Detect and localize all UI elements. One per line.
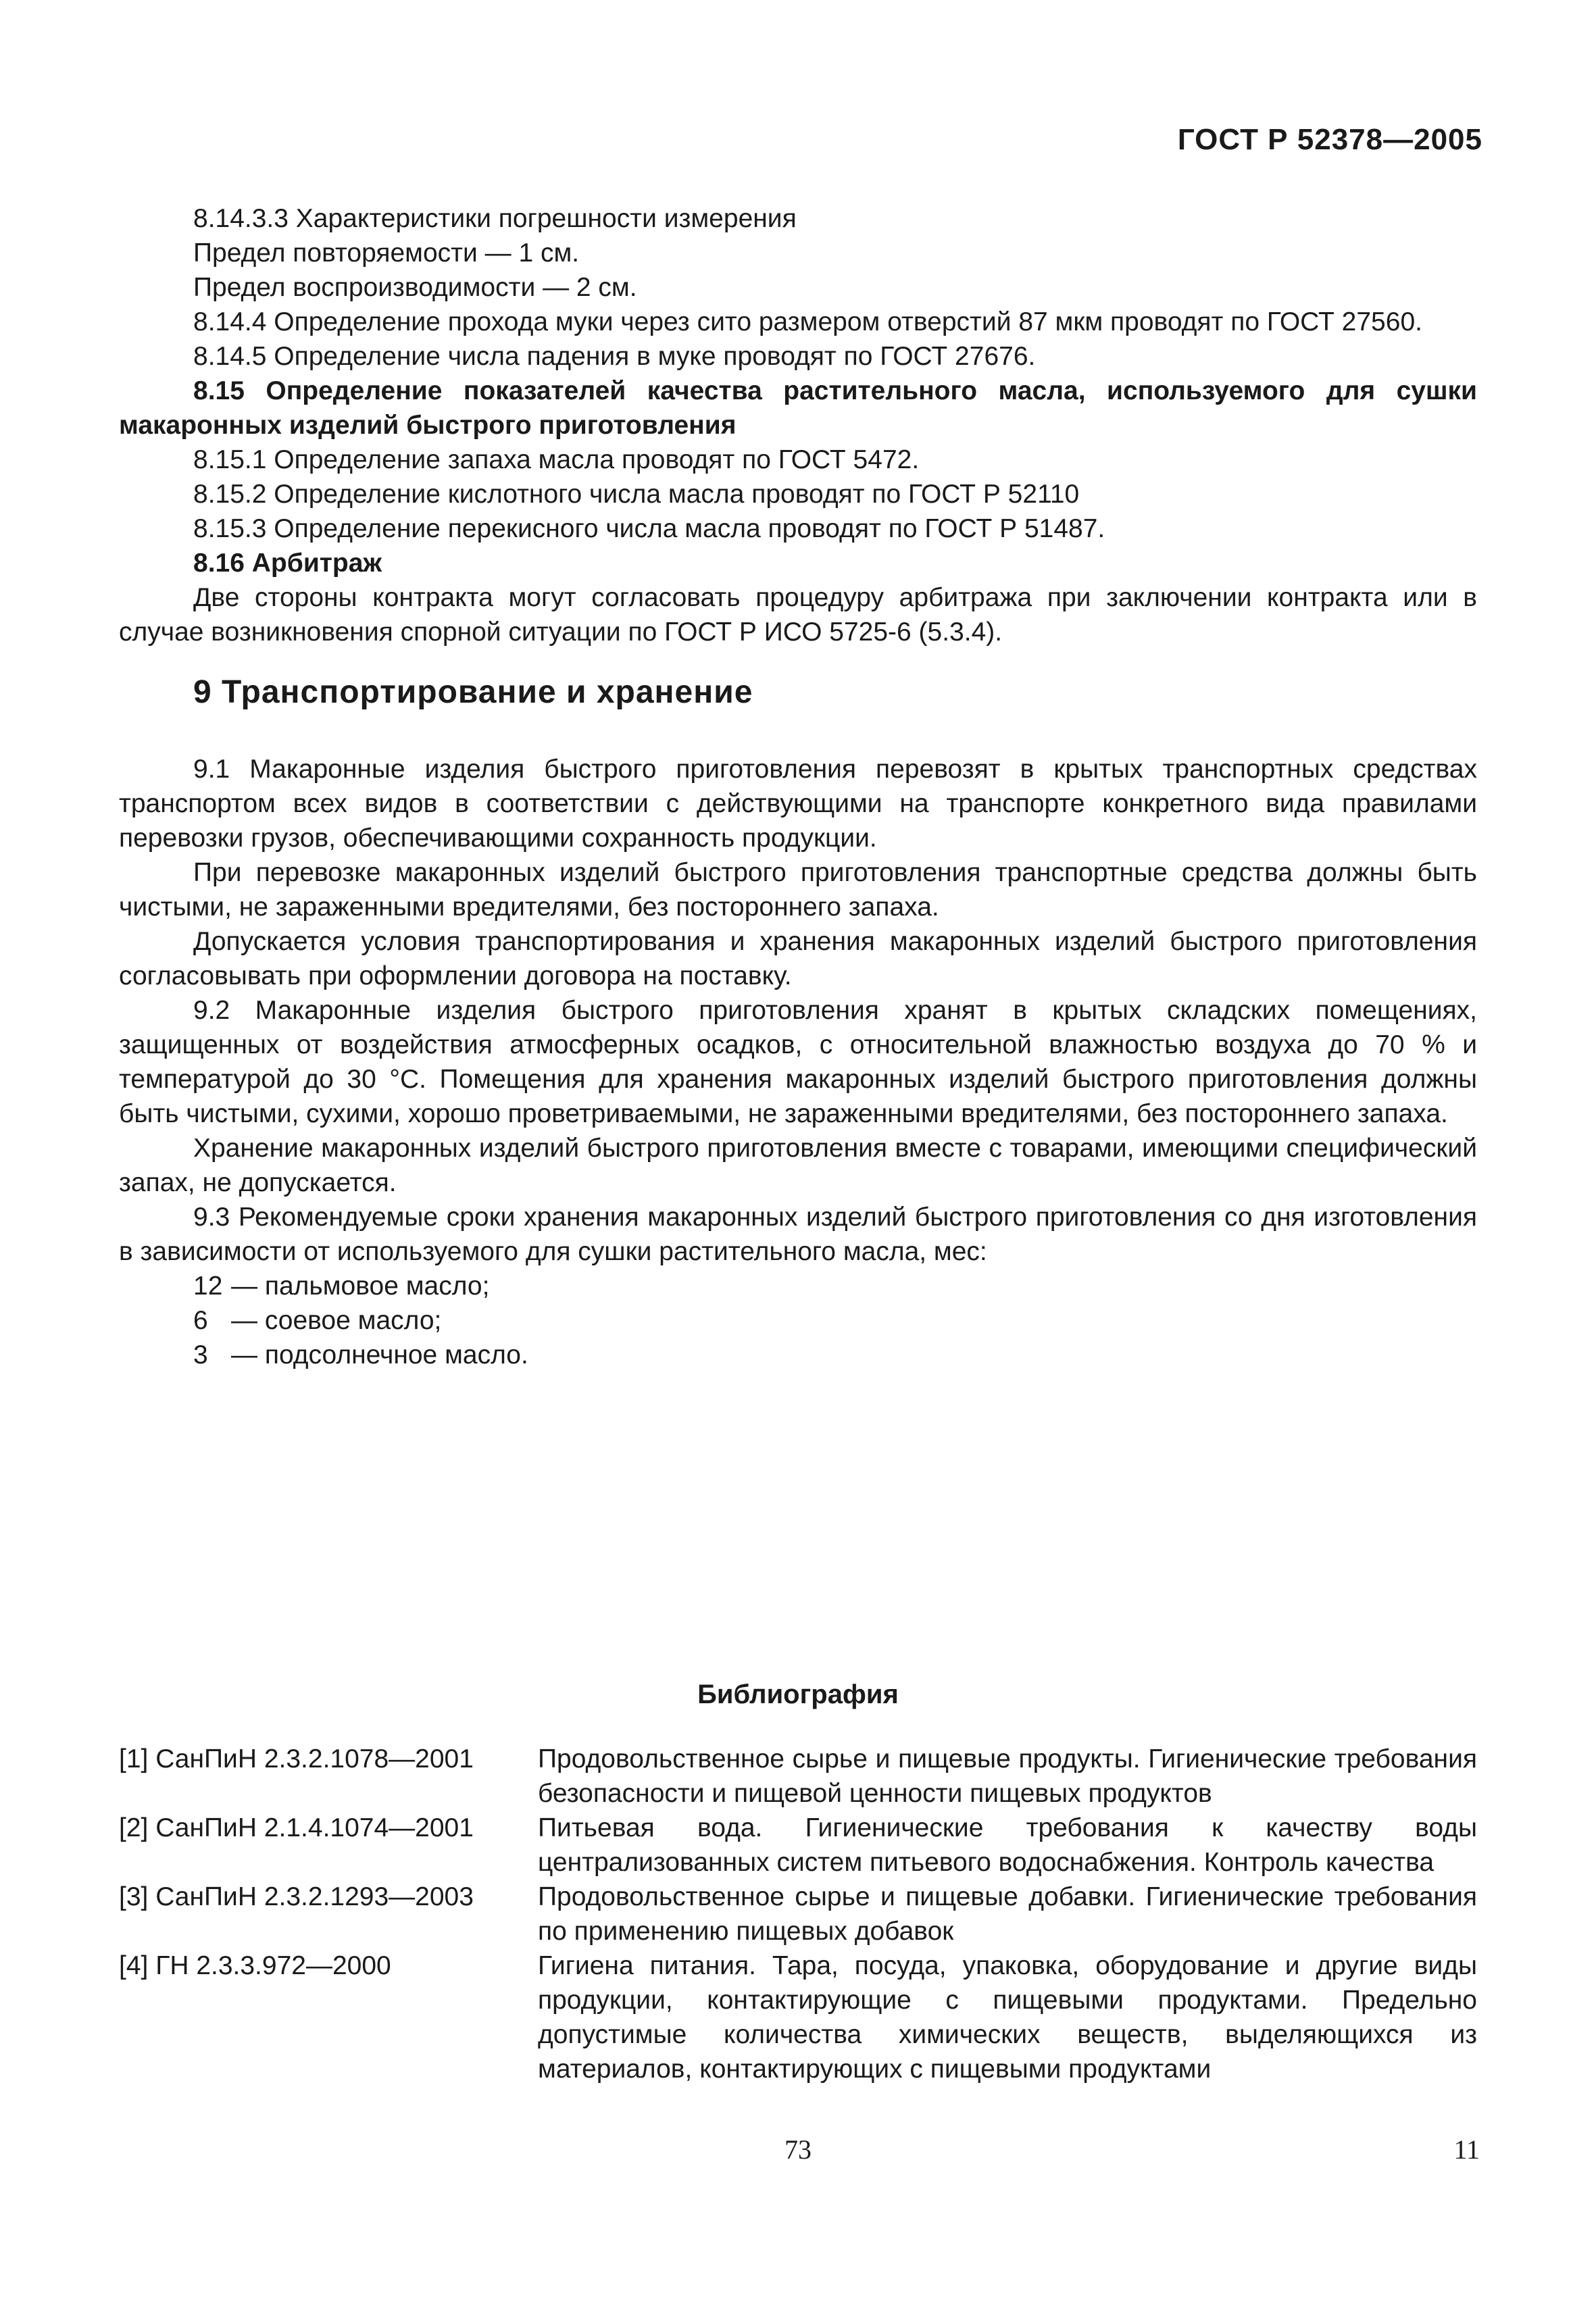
bibliography-entry [119, 1948, 1477, 2086]
section-9-title: 9 Транспортирование и хранение [193, 674, 753, 710]
bibliography-ref: [1] СанПиН 2.3.2.1078—2001 [119, 1744, 474, 1774]
bibliography-entry [119, 1880, 1477, 1948]
list-item [193, 1269, 1477, 1303]
bibliography-text: Питьевая вода. Гигиенические требования к качеству воды централизованных систем питьевого водоснабжения. Контроль качества [538, 1813, 1477, 1877]
bibliography-text: Продовольственное сырье и пищевые продукты. Гигиенические требования безопасности и пищевой ценности пищевых продуктов [538, 1744, 1477, 1808]
page-content [119, 201, 1477, 2086]
heading-8-16: 8.16 Арбитраж [193, 549, 382, 578]
paragraph-8-15-2: 8.15.2 Определение кислотного числа масла проводят по ГОСТ Р 52110 [193, 480, 1080, 509]
bibliography-text: Гигиена питания. Тара, посуда, упаковка, оборудование и другие виды продукции, контактирующие с пищевыми продуктами. Предельно допустимые количества химических веществ, выделяющихся из материалов, контактирующих с пищевыми продуктами [538, 1951, 1477, 2084]
paragraph-8-14-4: 8.14.4 Определение прохода муки через сито размером отверстий 87 мкм проводят по ГОСТ 27560. [193, 307, 1422, 336]
page-number-center: 73 [784, 2134, 812, 2165]
paragraph-transport-clean: При перевозке макаронных изделий быстрого приготовления транспортные средства должны быть чистыми, не зараженными вредителями, без постороннего запаха. [119, 858, 1477, 922]
paragraph-repeatability: Предел повторяемости — 1 см. [193, 238, 580, 268]
paragraph-8-15-3: 8.15.3 Определение перекисного числа масла проводят по ГОСТ Р 51487. [193, 514, 1105, 543]
paragraph-storage-restriction: Хранение макаронных изделий быстрого приготовления вместе с товарами, имеющими специфический запах, не допускается. [119, 1134, 1477, 1197]
paragraph-9-1: 9.1 Макаронные изделия быстрого приготовления перевозят в крытых транспортных средствах транспортом всех видов в соответствии с действующими на транспорте конкретного вида правилами перевозки грузов, обеспечивающими сохранность продукции. [119, 755, 1477, 853]
paragraph-8-15-1: 8.15.1 Определение запаха масла проводят по ГОСТ 5472. [193, 445, 920, 474]
list-item [193, 1338, 1477, 1372]
page-number-right: 11 [1453, 2134, 1480, 2165]
bibliography-entry [119, 1742, 1477, 1811]
paragraph-reproducibility: Предел воспроизводимости — 2 см. [193, 273, 637, 302]
bibliography-entry [119, 1811, 1477, 1880]
bibliography-ref: [4] ГН 2.3.3.972—2000 [119, 1951, 391, 1980]
list-item-number: 6 [193, 1306, 208, 1335]
standard-number-header: ГОСТ Р 52378—2005 [1177, 123, 1482, 156]
list-item-number: 12 [193, 1272, 223, 1301]
bibliography-title: Библиография [697, 1680, 899, 1709]
bibliography-ref: [3] СанПиН 2.3.2.1293—2003 [119, 1882, 474, 1911]
paragraph-8-14-5: 8.14.5 Определение числа падения в муке проводят по ГОСТ 27676. [193, 342, 1036, 371]
paragraph-transport-conditions: Допускается условия транспортирования и хранения макаронных изделий быстрого приготовления согласовывать при оформлении договора на поставку. [119, 927, 1477, 990]
bibliography-text: Продовольственное сырье и пищевые добавки. Гигиенические требования по применению пищевых добавок [538, 1882, 1477, 1946]
list-item-text: — пальмовое масло; [231, 1272, 490, 1301]
list-item-text: — подсолнечное масло. [231, 1340, 528, 1369]
heading-8-15: 8.15 Определение показателей качества растительного масла, используемого для сушки макаронных изделий быстрого приготовления [119, 376, 1477, 440]
paragraph-9-2: 9.2 Макаронные изделия быстрого приготовления хранят в крытых складских помещениях, защищенных от воздействия атмосферных осадков, с относительной влажностью воздуха до 70 % и температурой до 30 °С. Помещения для хранения макаронных изделий быстрого приготовления должны быть чистыми, сухими, хорошо проветриваемыми, не зараженными вредителями, без постороннего запаха. [119, 996, 1477, 1128]
list-item-text: — соевое масло; [231, 1306, 442, 1335]
bibliography-ref: [2] СанПиН 2.1.4.1074—2001 [119, 1813, 474, 1842]
paragraph-arbitration: Две стороны контракта могут согласовать процедуру арбитража при заключении контракта или в случае возникновения спорной ситуации по ГОСТ Р ИСО 5725-6 (5.3.4). [119, 583, 1477, 647]
paragraph-9-3: 9.3 Рекомендуемые сроки хранения макаронных изделий быстрого приготовления со дня изготовления в зависимости от используемого для сушки растительного масла, мес: [119, 1203, 1477, 1266]
list-item-number: 3 [193, 1340, 208, 1369]
paragraph-8-14-3-3: 8.14.3.3 Характеристики погрешности измерения [193, 204, 797, 233]
list-item [193, 1303, 1477, 1338]
